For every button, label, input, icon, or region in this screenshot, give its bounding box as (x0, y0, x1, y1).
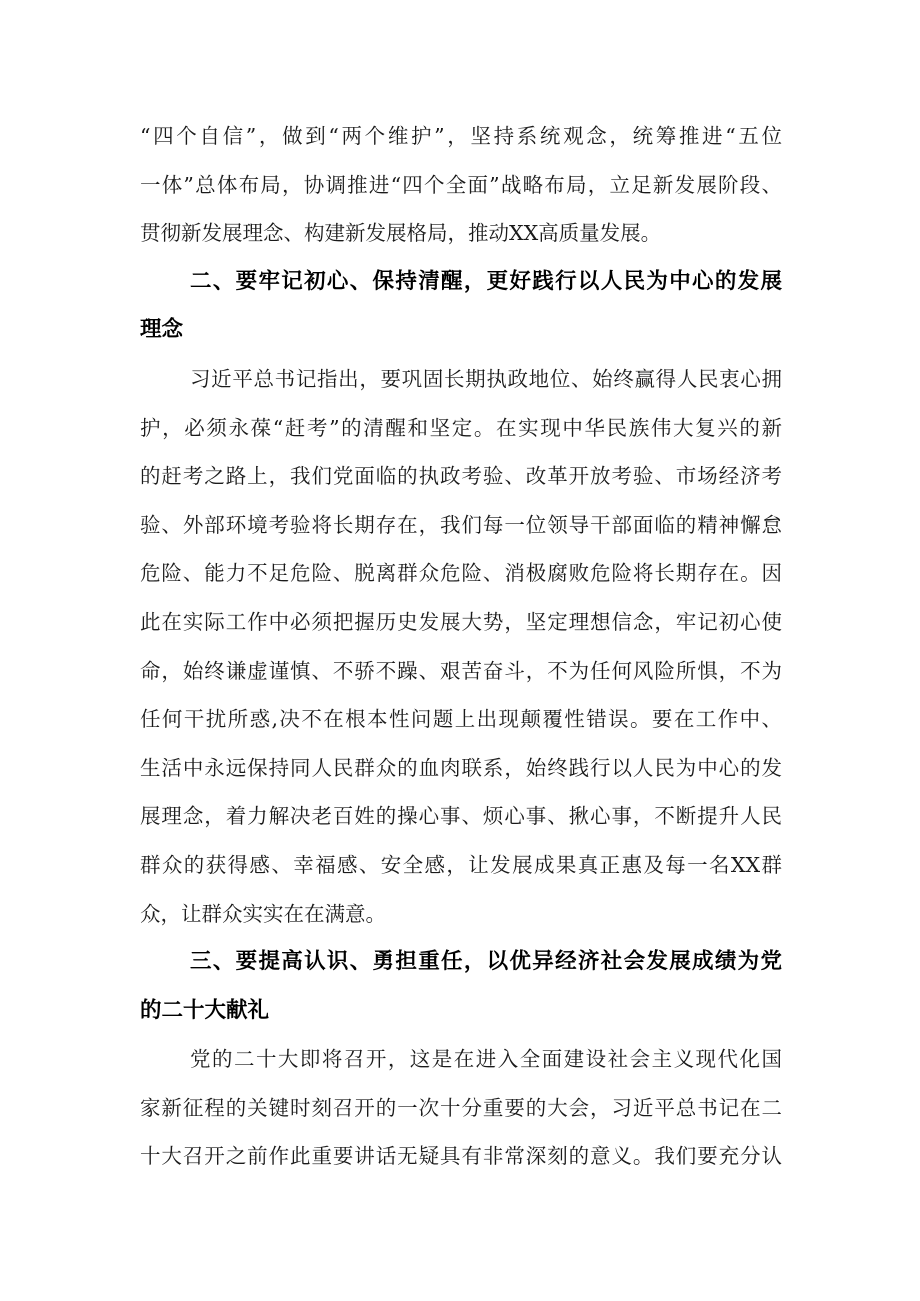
text-line: 一体”总体布局，协调推进“四个全面”战略布局，立足新发展阶段、 (140, 172, 782, 197)
heading-line: 二、要牢记初心、保持清醒，更好践行以人民为中心的发展 (190, 268, 782, 294)
heading-line: 理念 (140, 317, 184, 343)
text-line: 任何干扰所惑,决不在根本性问题上出现颠覆性错误。要在工作中、 (140, 707, 782, 732)
text-line: 家新征程的关键时刻召开的一次十分重要的大会，习近平总书记在二 (140, 1095, 782, 1120)
text-line: 的赶考之路上，我们党面临的执政考验、改革开放考验、市场经济考 (140, 464, 782, 489)
text-line: 习近平总书记指出，要巩固长期执政地位、始终赢得人民衷心拥 (190, 366, 782, 391)
text-line: 党的二十大即将召开，这是在进入全面建设社会主义现代化国 (190, 1047, 782, 1072)
section-heading-2 (140, 258, 782, 355)
paragraph-section-3 (140, 1035, 782, 1181)
text-line: 危险、能力不足危险、脱离群众危险、消极腐败危险将长期存在。因 (140, 561, 782, 586)
text-line: 众，让群众实实在在满意。 (140, 901, 386, 926)
document-body (140, 112, 782, 1181)
paragraph-section-2 (140, 355, 782, 938)
text-line: 贯彻新发展理念、构建新发展格局，推动XX高质量发展。 (140, 221, 662, 246)
text-line: “四个自信”，做到“两个维护”，坚持系统观念，统筹推进“五位 (140, 124, 782, 148)
text-line: 命，始终谦虚谨慎、不骄不躁、艰苦奋斗，不为任何风险所惧，不为 (140, 658, 782, 683)
heading-line: 的二十大献礼 (140, 997, 270, 1023)
section-heading-3 (140, 938, 782, 1035)
text-line: 展理念，着力解决老百姓的操心事、烦心事、揪心事，不断提升人民 (140, 804, 782, 829)
text-line: 生活中永远保持同人民群众的血肉联系，始终践行以人民为中心的发 (140, 755, 782, 780)
heading-line: 三、要提高认识、勇担重任，以优异经济社会发展成绩为党 (190, 949, 782, 975)
text-line: 护，必须永葆“赶考”的清醒和坚定。在实现中华民族伟大复兴的新 (140, 415, 782, 440)
paragraph-continued (140, 112, 782, 258)
text-line: 十大召开之前作此重要讲话无疑具有非常深刻的意义。我们要充分认 (140, 1144, 782, 1169)
text-line: 验、外部环境考验将长期存在，我们每一位领导干部面临的精神懈怠 (140, 512, 782, 537)
text-line: 此在实际工作中必须把握历史发展大势，坚定理想信念，牢记初心使 (140, 609, 782, 634)
text-line: 群众的获得感、幸福感、安全感，让发展成果真正惠及每一名XX群 (140, 852, 782, 877)
